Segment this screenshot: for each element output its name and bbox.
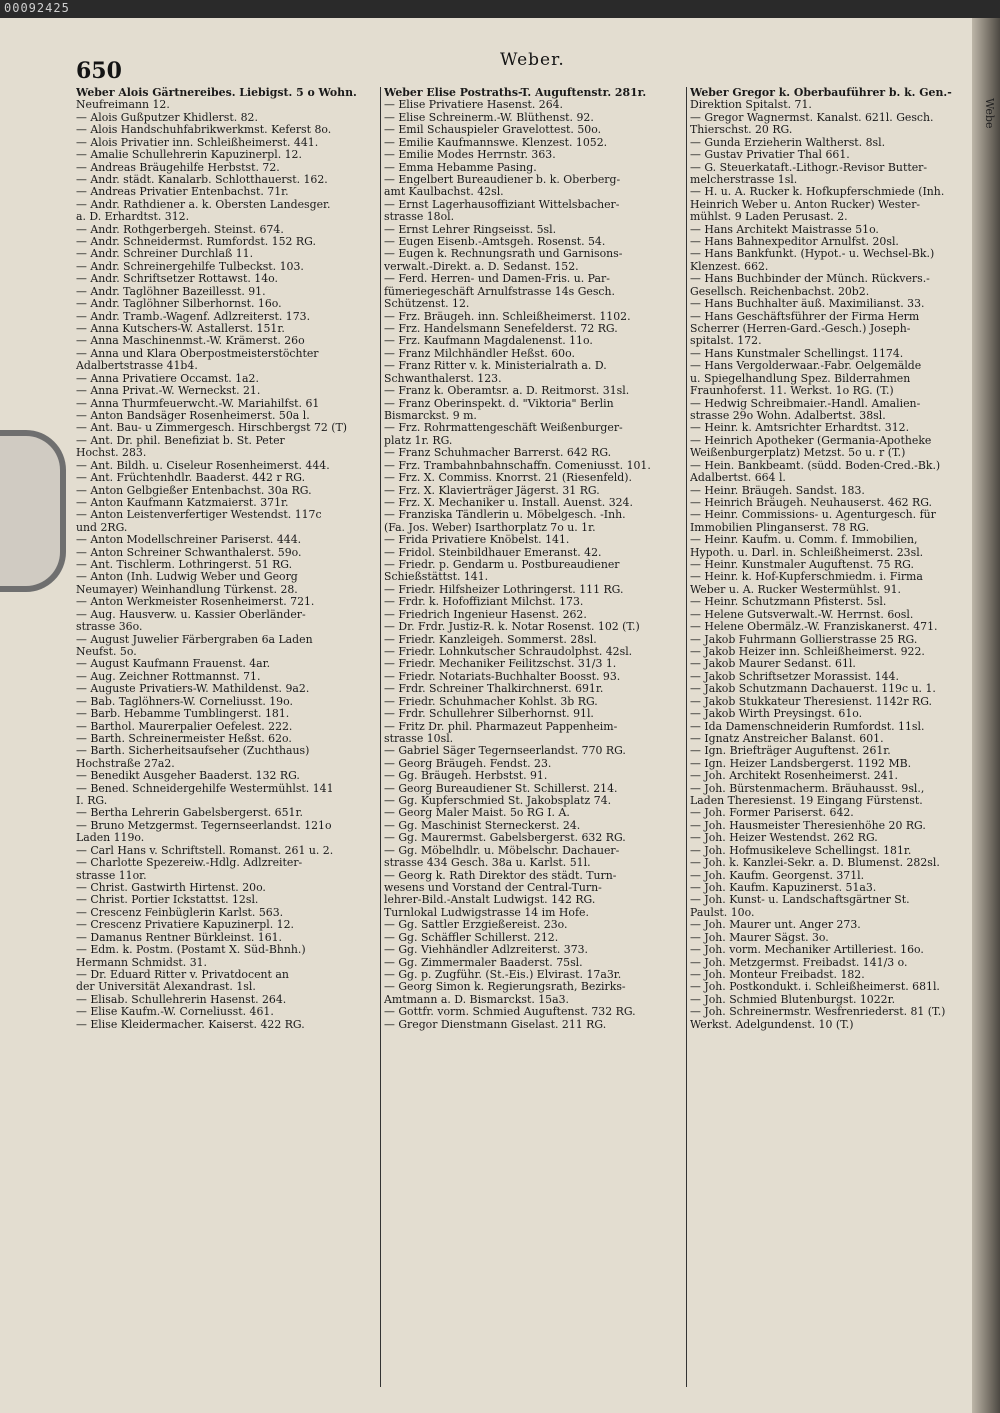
entry-line: — Bened. Schneidergehilfe Westermühlst. 141 [76, 782, 334, 795]
entry-line: — Heinr. Bräugeh. Sandst. 183. [690, 484, 865, 497]
entry-line: — Eugen Eisenb.-Amtsgeh. Rosenst. 54. [384, 236, 606, 249]
entry-line: — Heinr. Commissions- u. Agenturgesch. für [690, 509, 936, 522]
entry-line: Paulst. 10o. [690, 906, 755, 919]
entry-line: strasse 10sl. [384, 732, 454, 745]
entry-line: — Joh. Former Pariserst. 642. [690, 807, 854, 820]
entry-line: strasse 36o. [76, 621, 143, 634]
entry-line: Thierschst. 20 RG. [690, 124, 793, 137]
entry-line: — Georg k. Rath Direktor des städt. Turn- [384, 869, 617, 882]
entry-line: Schwanthalerst. 123. [384, 372, 502, 385]
entry-line: — Franz k. Oberamtsr. a. D. Reitmorst. 31sl. [384, 385, 630, 398]
entry-line: — Crescenz Feinbüglerin Karlst. 563. [76, 906, 284, 919]
entry-line: — Andreas Bräugehilfe Herbstst. 72. [76, 161, 280, 174]
entry-line: Neufreimann 12. [76, 99, 170, 112]
entry-line: — Anton Bandsäger Rosenheimerst. 50a l. [76, 409, 310, 422]
entry-line: — Barth. Schreinermeister Heßst. 62o. [76, 732, 292, 745]
entry-line: — Ant. Dr. phil. Benefiziat b. St. Peter [76, 434, 285, 447]
entry-line: — Barthol. Maurerpalier Oefelest. 222. [76, 720, 293, 733]
entry-line: — Joh. Schmied Blutenburgst. 1022r. [690, 993, 896, 1006]
entry-line: — H. u. A. Rucker k. Hofkupferschmiede (Inh. [690, 186, 945, 199]
entry-line: — Emil Schauspieler Gravelottest. 50o. [384, 124, 602, 137]
entry-line: Weißenburgerplatz) Metzst. 5o u. r (T.) [690, 447, 906, 460]
column-first-entry: Weber Alois Gärtnereibes. Liebigst. 5 o Wohn. [76, 87, 357, 99]
entry-line: (Fa. Jos. Weber) Isarthorplatz 7o u. 1r. [384, 521, 596, 534]
entry-line: — Elise Schreinerm.-W. Blüthenst. 92. [384, 111, 594, 124]
entry-line: — Ernst Lagerhausoffiziant Wittelsbacher- [384, 198, 620, 211]
entry-line: — Fridol. Steinbildhauer Emeranst. 42. [384, 546, 602, 559]
entry-line: — Helene Gutsverwalt.-W. Herrnst. 6osl. [690, 608, 914, 621]
entry-line: Scherrer (Herren-Gard.-Gesch.) Joseph- [690, 323, 911, 336]
entry-line: — Frz. X. Mechaniker u. Install. Auenst. 324. [384, 496, 633, 509]
column-first-entry: Weber Elise Postraths-T. Auguftenstr. 281r. [384, 87, 647, 99]
running-head: Weber. [500, 50, 565, 70]
entry-line: — Franziska Tändlerin u. Möbelgesch. -Inh. [384, 509, 626, 522]
entry-line: Immobilien Plinganserst. 78 RG. [690, 521, 870, 534]
entry-line: Werkst. Adelgundenst. 10 (T.) [690, 1018, 854, 1031]
entry-line: — Heinr. k. Hof-Kupferschmiedm. i. Firma [690, 571, 923, 584]
entry-line: — Hans Kunstmaler Schellingst. 1174. [690, 347, 904, 360]
entry-line: — Aug. Zeichner Rottmannst. 71. [76, 670, 261, 683]
column-divider [380, 87, 381, 1387]
entry-line: — Hans Buchhalter äuß. Maximilianst. 33. [690, 298, 925, 311]
entry-line: — Anton Modellschreiner Pariserst. 444. [76, 534, 302, 547]
entry-line: Schießstättst. 141. [384, 571, 489, 584]
entry-line: — Friedrich Ingenieur Hasenst. 262. [384, 608, 587, 621]
entry-line: — Friedr. Mechaniker Feilitzschst. 31/3 1. [384, 658, 617, 671]
entry-line: — Joh. Architekt Rosenheimerst. 241. [690, 770, 899, 783]
entry-line: — Heinr. Kunstmaler Auguftenst. 75 RG. [690, 559, 914, 572]
entry-line: — Joh. Heizer Westendst. 262 RG. [690, 832, 878, 845]
entry-line: — Ernst Lehrer Ringseisst. 5sl. [384, 223, 557, 236]
entry-line: der Universität Alexandrast. 1sl. [76, 981, 256, 994]
entry-line: — Anna Kutschers-W. Astallerst. 151r. [76, 323, 285, 336]
entry-line: — Jakob Stukkateur Theresienst. 1142r RG. [690, 695, 932, 708]
entry-line: — Georg Bräugeh. Fendst. 23. [384, 757, 552, 770]
entry-line: — Ant. Tischlerm. Lothringerst. 51 RG. [76, 559, 293, 572]
entry-line: — Gg. Maurermst. Gabelsbergerst. 632 RG. [384, 832, 626, 845]
entry-line: Neufst. 5o. [76, 645, 137, 658]
entry-line: Adalbertst. 664 l. [690, 472, 786, 485]
entry-line: — Joh. Maurer unt. Anger 273. [690, 919, 861, 932]
entry-line: — Joh. Monteur Freibadst. 182. [690, 968, 865, 981]
entry-line: — Elise Kaufm.-W. Corneliusst. 461. [76, 1006, 274, 1019]
entry-line: — Ant. Bildh. u. Ciseleur Rosenheimerst. 444. [76, 459, 330, 472]
entry-line: — Heinrich Bräugeh. Neuhauserst. 462 RG. [690, 496, 932, 509]
entry-line: — Andr. Schreiner Durchlaß 11. [76, 248, 254, 261]
entry-line: — Alois Gußputzer Khidlerst. 82. [76, 111, 258, 124]
entry-line: — Ida Damenschneiderin Rumfordst. 11sl. [690, 720, 925, 733]
entry-line: — Elisab. Schullehrerin Hasenst. 264. [76, 993, 287, 1006]
entry-line: — Hans Bahnexpeditor Arnulfst. 20sl. [690, 236, 899, 249]
entry-line: Turnlokal Ludwigstrasse 14 im Hofe. [384, 906, 589, 919]
entry-line: — Charlotte Spezereiw.-Hdlg. Adlzreiter- [76, 857, 303, 870]
entry-line: — Alois Handschuhfabrikwerkmst. Keferst 8o. [76, 124, 332, 137]
scan-id: 00092425 [4, 1, 70, 15]
entry-line: — Anna Thurmfeuerwcht.-W. Mariahilfst. 61 [76, 397, 320, 410]
entry-line: — Emilie Modes Herrnstr. 363. [384, 149, 556, 162]
entry-line: — Friedr. Lohnkutscher Schraudolphst. 42sl. [384, 645, 633, 658]
entry-line: — Gustav Privatier Thal 661. [690, 149, 850, 162]
entry-line: — Bab. Taglöhners-W. Corneliusst. 19o. [76, 695, 293, 708]
entry-line: — Hans Bankfunkt. (Hypot.- u. Wechsel-Bk.) [690, 248, 935, 261]
entry-line: — Barth. Sicherheitsaufseher (Zuchthaus) [76, 745, 310, 758]
entry-line: — Jakob Maurer Sedanst. 61l. [690, 658, 856, 671]
entry-line: — Ferd. Herren- und Damen-Fris. u. Par- [384, 273, 610, 286]
entry-line: Hochst. 283. [76, 447, 147, 460]
entry-line: — Amalie Schullehrerin Kapuzinerpl. 12. [76, 149, 302, 162]
entry-line: — Joh. Maurer Sägst. 3o. [690, 931, 829, 944]
entry-line: — Friedr. Kanzleigeh. Sommerst. 28sl. [384, 633, 597, 646]
entry-line: a. D. Erhardtst. 312. [76, 211, 190, 224]
entry-line: — Joh. Hofmusikeleve Schellingst. 181r. [690, 844, 912, 857]
entry-line: — Anna Privat.-W. Werneckst. 21. [76, 385, 261, 398]
entry-line: — Hans Buchbinder der Münch. Rückvers.- [690, 273, 930, 286]
entry-line: — Frdr. Schullehrer Silberhornst. 91l. [384, 708, 594, 721]
entry-line: — Elise Privatiere Hasenst. 264. [384, 99, 564, 112]
entry-line: — Fritz Dr. phil. Pharmazeut Pappenheim- [384, 720, 618, 733]
entry-line: — Eugen k. Rechnungsrath und Garnisons- [384, 248, 623, 261]
entry-line: platz 1r. RG. [384, 434, 453, 447]
entry-line: — Franz Oberinspekt. d. "Viktoria" Berlin [384, 397, 614, 410]
entry-line: strasse 18ol. [384, 211, 455, 224]
entry-line: — Gg. p. Zugführ. (St.-Eis.) Elvirast. 17a3r. [384, 968, 622, 981]
entry-line: — Georg Simon k. Regierungsrath, Bezirks- [384, 981, 626, 994]
spine-text: Webe [983, 98, 996, 129]
entry-line: — Andr. Schneidermst. Rumfordst. 152 RG. [76, 236, 316, 249]
entry-line: — Jakob Schriftsetzer Morassist. 144. [690, 670, 899, 683]
entry-line: — Andreas Privatier Entenbachst. 71r. [76, 186, 289, 199]
entry-line: — Joh. Postkondukt. i. Schleißheimerst. 681l. [690, 981, 940, 994]
entry-line: Schützenst. 12. [384, 298, 470, 311]
entry-line: wesens und Vorstand der Central-Turn- [384, 882, 602, 894]
entry-line: — Hedwig Schreibmaier.-Handl. Amalien- [690, 397, 921, 410]
entry-line: — Auguste Privatiers-W. Mathildenst. 9a2. [76, 683, 310, 696]
entry-line: — Anton Leistenverfertiger Westendst. 117c [76, 509, 322, 522]
entry-line: — Frz. Bräugeh. inn. Schleißheimerst. 1102. [384, 310, 631, 323]
entry-line: — Anton Gelbgießer Entenbachst. 30a RG. [76, 484, 312, 497]
entry-line: — Andr. Schreinergehilfe Tulbeckst. 103. [76, 260, 304, 273]
entry-line: — Jakob Fuhrmann Gollierstrasse 25 RG. [690, 633, 918, 646]
column-first-entry: Weber Gregor k. Oberbauführer b. k. Gen.- [690, 87, 952, 99]
entry-line: — Friedr. Schuhmacher Kohlst. 3b RG. [384, 695, 598, 708]
entry-line: — Gabriel Säger Tegernseerlandst. 770 RG. [384, 745, 626, 758]
entry-line: — Franz Milchhändler Heßst. 60o. [384, 347, 575, 360]
entry-line: — Joh. k. Kanzlei-Sekr. a. D. Blumenst. 282sl. [690, 857, 940, 870]
entry-line: — Gottfr. vorm. Schmied Auguftenst. 732 RG. [384, 1006, 636, 1019]
entry-line: Gesellsch. Reichenbachst. 20b2. [690, 285, 870, 298]
entry-line: Weber u. A. Rucker Westermühlst. 91. [690, 583, 901, 596]
entry-line: — Andr. Taglöhner Bazeillesst. 91. [76, 285, 266, 298]
entry-line: — Georg Bureaudiener St. Schillerst. 214. [384, 782, 618, 795]
entry-line: — Joh. vorm. Mechaniker Artilleriest. 16o. [690, 944, 924, 957]
entry-line: — Carl Hans v. Schriftstell. Romanst. 261 u. 2. [76, 844, 334, 857]
entry-line: — Andr. Schriftsetzer Rottawst. 14o. [76, 273, 278, 286]
entry-line: — Frz. Trambahnbahnschaffn. Comeniusst. 101. [384, 459, 651, 472]
entry-line: und 2RG. [76, 521, 128, 534]
entry-line: — Ant. Bau- u Zimmergesch. Hirschbergst 72 (T) [76, 422, 348, 435]
entry-line: — Engelbert Bureaudiener b. k. Oberberg- [384, 173, 621, 186]
entry-line: — Heinrich Apotheker (Germania-Apotheke [690, 434, 932, 447]
column-2 [384, 87, 684, 1397]
entry-line: — Gg. Zimmermaler Baaderst. 75sl. [384, 956, 583, 969]
entry-line: fümeriegeschäft Arnulfstrasse 14s Gesch. [384, 285, 616, 298]
entry-line: — Ignatz Anstreicher Balanst. 601. [690, 732, 884, 745]
entry-line: — Heinr. k. Amtsrichter Erhardtst. 312. [690, 422, 910, 435]
entry-line: — Franz Ritter v. k. Ministerialrath a. D. [384, 360, 607, 373]
entry-line: — Anton (Inh. Ludwig Weber und Georg [76, 571, 298, 584]
entry-line: — Joh. Bürstenmacherm. Bräuhausst. 9sl., [690, 782, 925, 795]
entry-line: Hermann Schmidst. 31. [76, 956, 208, 969]
entry-line: — Gg. Viehhändler Adlzreiterst. 373. [384, 944, 589, 957]
entry-line: Laden 119o. [76, 832, 145, 845]
entry-line: — Damanus Rentner Bürkleinst. 161. [76, 931, 283, 944]
entry-line: — Joh. Kaufm. Georgenst. 371l. [690, 869, 865, 882]
entry-line: — Friedr. Notariats-Buchhalter Boosst. 93. [384, 670, 621, 683]
binder-clip [0, 430, 66, 592]
entry-line: — Gg. Kupferschmied St. Jakobsplatz 74. [384, 795, 612, 808]
entry-line: — Anna und Klara Oberpostmeisterstöchter [76, 347, 319, 360]
entry-line: — Gg. Schäffler Schillerst. 212. [384, 931, 559, 944]
entry-line: — Andr. städt. Kanalarb. Schlotthauerst. 162. [76, 173, 328, 186]
entry-line: Amtmann a. D. Bismarckst. 15a3. [384, 993, 569, 1006]
entry-line: — Jakob Wirth Preysingst. 61o. [690, 708, 863, 721]
entry-line: — Anton Kaufmann Katzmaierst. 371r. [76, 496, 289, 509]
entry-line: — August Juwelier Färbergraben 6a Laden [76, 633, 313, 646]
entry-line: — Frz. X. Klavierträger Jägerst. 31 RG. [384, 484, 600, 497]
entry-line: — Andr. Rathdiener a. k. Obersten Landesger. [76, 198, 331, 211]
entry-line: — Anna Privatiere Occamst. 1a2. [76, 372, 259, 385]
entry-line: — G. Steuerkataft.-Lithogr.-Revisor Butter- [690, 161, 928, 174]
entry-line: — Gg. Bräugeh. Herbstst. 91. [384, 770, 548, 783]
scan-header-strip [0, 0, 1000, 18]
entry-line: — Crescenz Privatiere Kapuzinerpl. 12. [76, 919, 294, 932]
entry-line: — Emilie Kaufmannswe. Klenzest. 1052. [384, 136, 608, 149]
entry-line: — Jakob Heizer inn. Schleißheimerst. 922. [690, 645, 925, 658]
entry-line: — Alois Privatier inn. Schleißheimerst. 441. [76, 136, 319, 149]
entry-line: I. RG. [76, 795, 108, 808]
entry-line: — Anton Schreiner Schwanthalerst. 59o. [76, 546, 302, 559]
entry-line: — Ign. Heizer Landsbergerst. 1192 MB. [690, 757, 912, 770]
entry-line: strasse 29o Wohn. Adalbertst. 38sl. [690, 409, 886, 422]
entry-line: — Joh. Kunst- u. Landschaftsgärtner St. [690, 894, 910, 907]
entry-line: — Hein. Bankbeamt. (südd. Boden-Cred.-Bk.) [690, 459, 941, 472]
entry-line: Klenzest. 662. [690, 260, 769, 273]
entry-line: — Franz Schuhmacher Barrerst. 642 RG. [384, 447, 612, 460]
entry-line: lehrer-Bild.-Anstalt Ludwigst. 142 RG. [384, 894, 596, 907]
entry-line: — Heinr. Schutzmann Pfisterst. 5sl. [690, 596, 887, 609]
entry-line: — Joh. Schreinermstr. Wesfrenriederst. 81 (T.) [690, 1006, 946, 1019]
entry-line: — Dr. Eduard Ritter v. Privatdocent an [76, 968, 289, 981]
entry-line: mühlst. 9 Laden Perusast. 2. [690, 211, 848, 224]
entry-line: — Joh. Kaufm. Kapuzinerst. 51a3. [690, 882, 877, 894]
entry-line: — Bruno Metzgermst. Tegernseerlandst. 121o [76, 819, 332, 832]
entry-line: amt Kaulbachst. 42sl. [384, 186, 504, 199]
entry-line: — Christ. Gastwirth Hirtenst. 20o. [76, 882, 266, 894]
entry-line: — Joh. Hausmeister Theresienhöhe 20 RG. [690, 819, 926, 832]
entry-line: — Gg. Sattler Erzgießereist. 23o. [384, 919, 568, 932]
entry-line: Laden Theresienst. 19 Eingang Fürstenst. [690, 795, 923, 808]
entry-line: — Edm. k. Postm. (Postamt X. Süd-Bhnh.) [76, 944, 306, 957]
entry-line: Heinrich Weber u. Anton Rucker) Wester- [690, 198, 921, 211]
entry-line: — Hans Vergolderwaar.-Fabr. Oelgemälde [690, 360, 922, 373]
entry-line: u. Spiegelhandlung Spez. Bilderrahmen [690, 372, 911, 385]
entry-line: strasse 11or. [76, 869, 147, 882]
entry-line: Bismarckst. 9 m. [384, 409, 477, 422]
entry-line: melcherstrasse 1sl. [690, 173, 798, 186]
entry-line: — Frida Privatiere Knöbelst. 141. [384, 534, 570, 547]
entry-line: — Ant. Früchtenhdlr. Baaderst. 442 r RG. [76, 472, 306, 485]
entry-line: — Gregor Dienstmann Giselast. 211 RG. [384, 1018, 607, 1031]
entry-line: — Andr. Rothgerbergeh. Steinst. 674. [76, 223, 284, 236]
entry-line: — August Kaufmann Frauenst. 4ar. [76, 658, 271, 671]
entry-line: verwalt.-Direkt. a. D. Sedanst. 152. [384, 260, 579, 273]
entry-line: — Emma Hebamme Pasing. [384, 161, 537, 174]
entry-line: Hochstraße 27a2. [76, 757, 175, 770]
page-number: 650 [76, 58, 122, 84]
entry-line: Adalbertstrasse 41b4. [76, 360, 198, 373]
entry-line: — Andr. Taglöhner Silberhornst. 16o. [76, 298, 282, 311]
entry-line: — Barb. Hebamme Tumblingerst. 181. [76, 708, 290, 721]
entry-line: — Anna Maschinenmst.-W. Krämerst. 26o [76, 335, 305, 348]
column-3 [690, 87, 980, 1397]
entry-line: — Benedikt Ausgeher Baaderst. 132 RG. [76, 770, 300, 783]
column-1 [76, 87, 376, 1397]
entry-line: — Heinr. Kaufm. u. Comm. f. Immobilien, [690, 534, 918, 547]
entry-line: spitalst. 172. [690, 335, 762, 348]
entry-line: — Gregor Wagnermst. Kanalst. 621l. Gesch. [690, 111, 934, 124]
entry-line: — Anton Werkmeister Rosenheimerst. 721. [76, 596, 315, 609]
entry-line: — Dr. Frdr. Justiz-R. k. Notar Rosenst. 102 (T.) [384, 621, 640, 634]
entry-line: — Andr. Tramb.-Wagenf. Adlzreiterst. 173. [76, 310, 311, 323]
entry-line: — Aug. Hausverw. u. Kassier Oberländer- [76, 608, 306, 621]
entry-line: — Helene Obermälz.-W. Franziskanerst. 471. [690, 621, 938, 634]
entry-line: Hypoth. u. Darl. in. Schleißheimerst. 23sl. [690, 546, 924, 559]
entry-line: — Elise Kleidermacher. Kaiserst. 422 RG. [76, 1018, 305, 1031]
entry-line: — Frz. X. Commiss. Knorrst. 21 (Riesenfeld). [384, 472, 632, 485]
entry-line: Direktion Spitalst. 71. [690, 99, 812, 112]
entry-line: — Gunda Erzieherin Waltherst. 8sl. [690, 136, 886, 149]
entry-line: strasse 434 Gesch. 38a u. Karlst. 51l. [384, 857, 591, 870]
entry-line: — Bertha Lehrerin Gabelsbergerst. 651r. [76, 807, 303, 820]
entry-line: — Friedr. Hilfsheizer Lothringerst. 111 RG. [384, 583, 624, 596]
column-divider [686, 87, 687, 1387]
entry-line: Neumayer) Weinhandlung Türkenst. 28. [76, 583, 298, 596]
entry-line: — Jakob Schutzmann Dachauerst. 119c u. 1. [690, 683, 936, 696]
entry-line: — Frdr. Schreiner Thalkirchnerst. 691r. [384, 683, 604, 696]
entry-line: — Frz. Rohrmattengeschäft Weißenburger- [384, 422, 623, 435]
entry-line: — Gg. Möbelhdlr. u. Möbelschr. Dachauer- [384, 844, 620, 857]
entry-line: — Frz. Kaufmann Magdalenenst. 11o. [384, 335, 593, 348]
entry-line: — Ign. Briefträger Auguftenst. 261r. [690, 745, 891, 758]
entry-line: — Frz. Handelsmann Senefelderst. 72 RG. [384, 323, 618, 336]
entry-line: — Joh. Metzgermst. Freibadst. 141/3 o. [690, 956, 908, 969]
entry-line: — Hans Architekt Maistrasse 51o. [690, 223, 879, 236]
entry-line: — Frdr. k. Hofoffiziant Milchst. 173. [384, 596, 584, 609]
entry-line: — Georg Maler Maist. 5o RG I. A. [384, 807, 570, 820]
entry-line: — Friedr. p. Gendarm u. Postbureaudiener [384, 559, 620, 572]
entry-line: Fraunhoferst. 11. Werkst. 1o RG. (T.) [690, 385, 894, 398]
entry-line: — Gg. Maschinist Sterneckerst. 24. [384, 819, 581, 832]
entry-line: — Hans Geschäftsführer der Firma Herm [690, 310, 920, 323]
entry-line: — Christ. Portier Ickstattst. 12sl. [76, 894, 259, 907]
